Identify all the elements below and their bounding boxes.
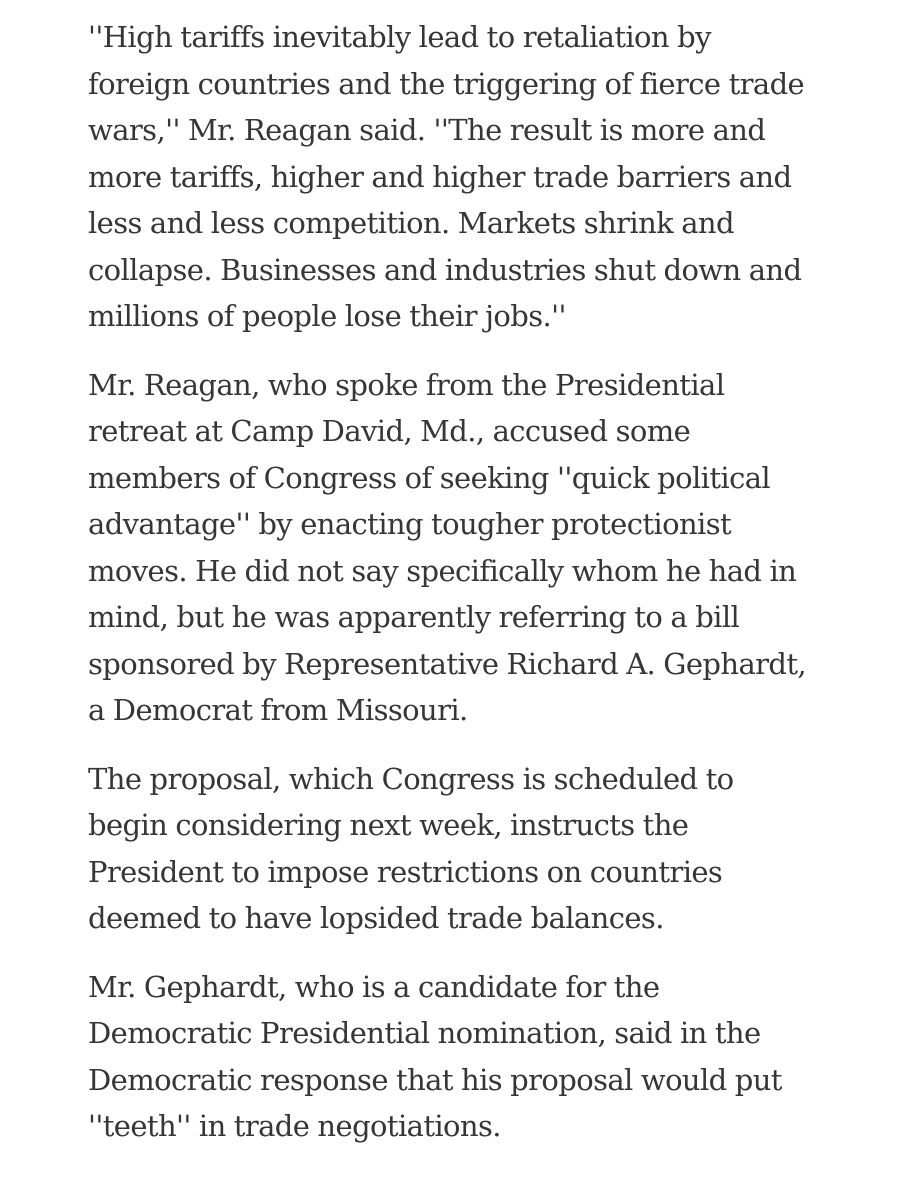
text-line: Democratic response that his proposal would put [88, 1062, 782, 1097]
text-line: more tariffs, higher and higher trade barriers and [88, 159, 792, 194]
paragraph-reagan-quote [88, 14, 868, 340]
text-line: deemed to have lopsided trade balances. [88, 901, 664, 935]
paragraph-proposal [88, 756, 868, 942]
text-line: a Democrat from Missouri. [88, 693, 468, 727]
text-line: collapse. Businesses and industries shut down and [88, 252, 802, 287]
text-line: advantage'' by enacting tougher protectionist [88, 507, 732, 541]
text-line: begin considering next week, instructs the [88, 808, 689, 842]
text-line: foreign countries and the triggering of fierce trade [88, 66, 805, 101]
text-line: retreat at Camp David, Md., accused some [88, 414, 691, 448]
text-line: sponsored by Representative Richard A. Gephardt, [88, 646, 807, 681]
text-line: moves. He did not say specifically whom he had in [88, 553, 797, 588]
text-line: mind, but he was apparently referring to a bill [88, 600, 740, 634]
text-line: ''teeth'' in trade negotiations. [88, 1109, 501, 1143]
paragraph-camp-david [88, 362, 868, 734]
text-line: Mr. Gephardt, who is a candidate for the [88, 969, 660, 1004]
text-line: President to impose restrictions on countries [88, 854, 723, 889]
article-body [88, 14, 868, 1172]
text-line: ''High tariffs inevitably lead to retaliation by [88, 20, 711, 54]
text-line: The proposal, which Congress is scheduled to [88, 761, 734, 796]
text-line: wars,'' Mr. Reagan said. ''The result is more and [88, 113, 766, 147]
text-line: members of Congress of seeking ''quick political [88, 460, 771, 495]
text-line: less and less competition. Markets shrink and [88, 206, 734, 240]
text-line: Mr. Reagan, who spoke from the Presidential [88, 367, 725, 402]
text-line: Democratic Presidential nomination, said in the [88, 1016, 761, 1050]
paragraph-gephardt-response [88, 964, 868, 1150]
text-line: millions of people lose their jobs.'' [88, 299, 566, 333]
